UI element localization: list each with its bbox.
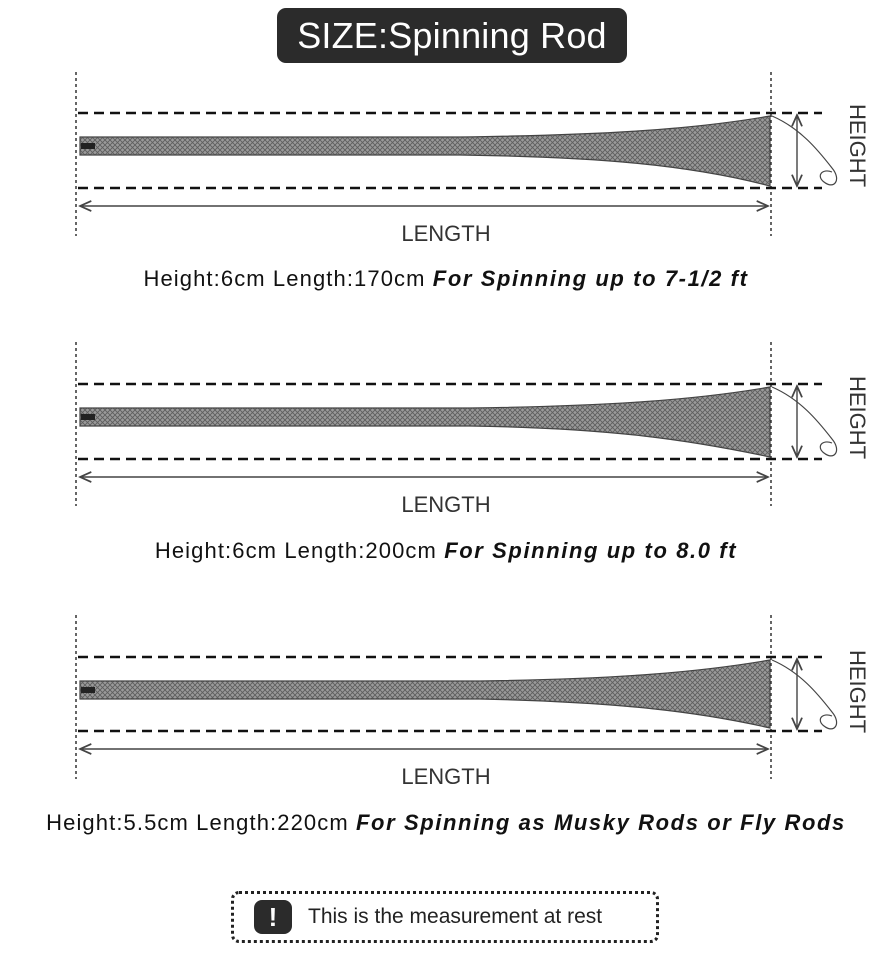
drawstring-loop: [772, 387, 837, 456]
drawstring-loop: [772, 116, 837, 185]
sock-opening-tab: [81, 687, 95, 693]
measurement-note: [231, 891, 659, 943]
rod-sock-figure-3: [76, 615, 870, 789]
spec-caption-3: [0, 810, 892, 836]
sock-opening-tab: [81, 414, 95, 420]
length-label: LENGTH: [401, 221, 491, 246]
note-text: This is the measurement at rest: [308, 905, 603, 928]
sock-opening-tab: [81, 143, 95, 149]
spec-usage: For Spinning as Musky Rods or Fly Rods: [356, 810, 846, 835]
rod-sock-figure-1: [76, 72, 870, 246]
page-title: SIZE:Spinning Rod: [277, 8, 627, 63]
rod-sock-shape: [80, 116, 770, 186]
spec-caption-2: [0, 538, 892, 564]
height-label: HEIGHT: [845, 376, 870, 460]
length-label: LENGTH: [401, 492, 491, 517]
rod-sock-figure-2: [76, 342, 870, 517]
rod-sock-shape: [80, 387, 770, 457]
length-label: LENGTH: [401, 764, 491, 789]
exclamation-icon: !: [254, 900, 292, 934]
spec-usage: For Spinning up to 8.0 ft: [444, 538, 738, 563]
rod-sock-shape: [80, 660, 770, 728]
spec-usage: For Spinning up to 7-1/2 ft: [432, 266, 749, 291]
height-label: HEIGHT: [845, 650, 870, 734]
drawstring-loop: [772, 660, 837, 729]
spec-dimensions: Height:6cm Length:170cm: [143, 266, 426, 291]
height-label: HEIGHT: [845, 104, 870, 188]
spec-dimensions: Height:5.5cm Length:220cm: [46, 810, 349, 835]
spec-dimensions: Height:6cm Length:200cm: [154, 538, 437, 563]
spec-caption-1: [0, 266, 892, 292]
